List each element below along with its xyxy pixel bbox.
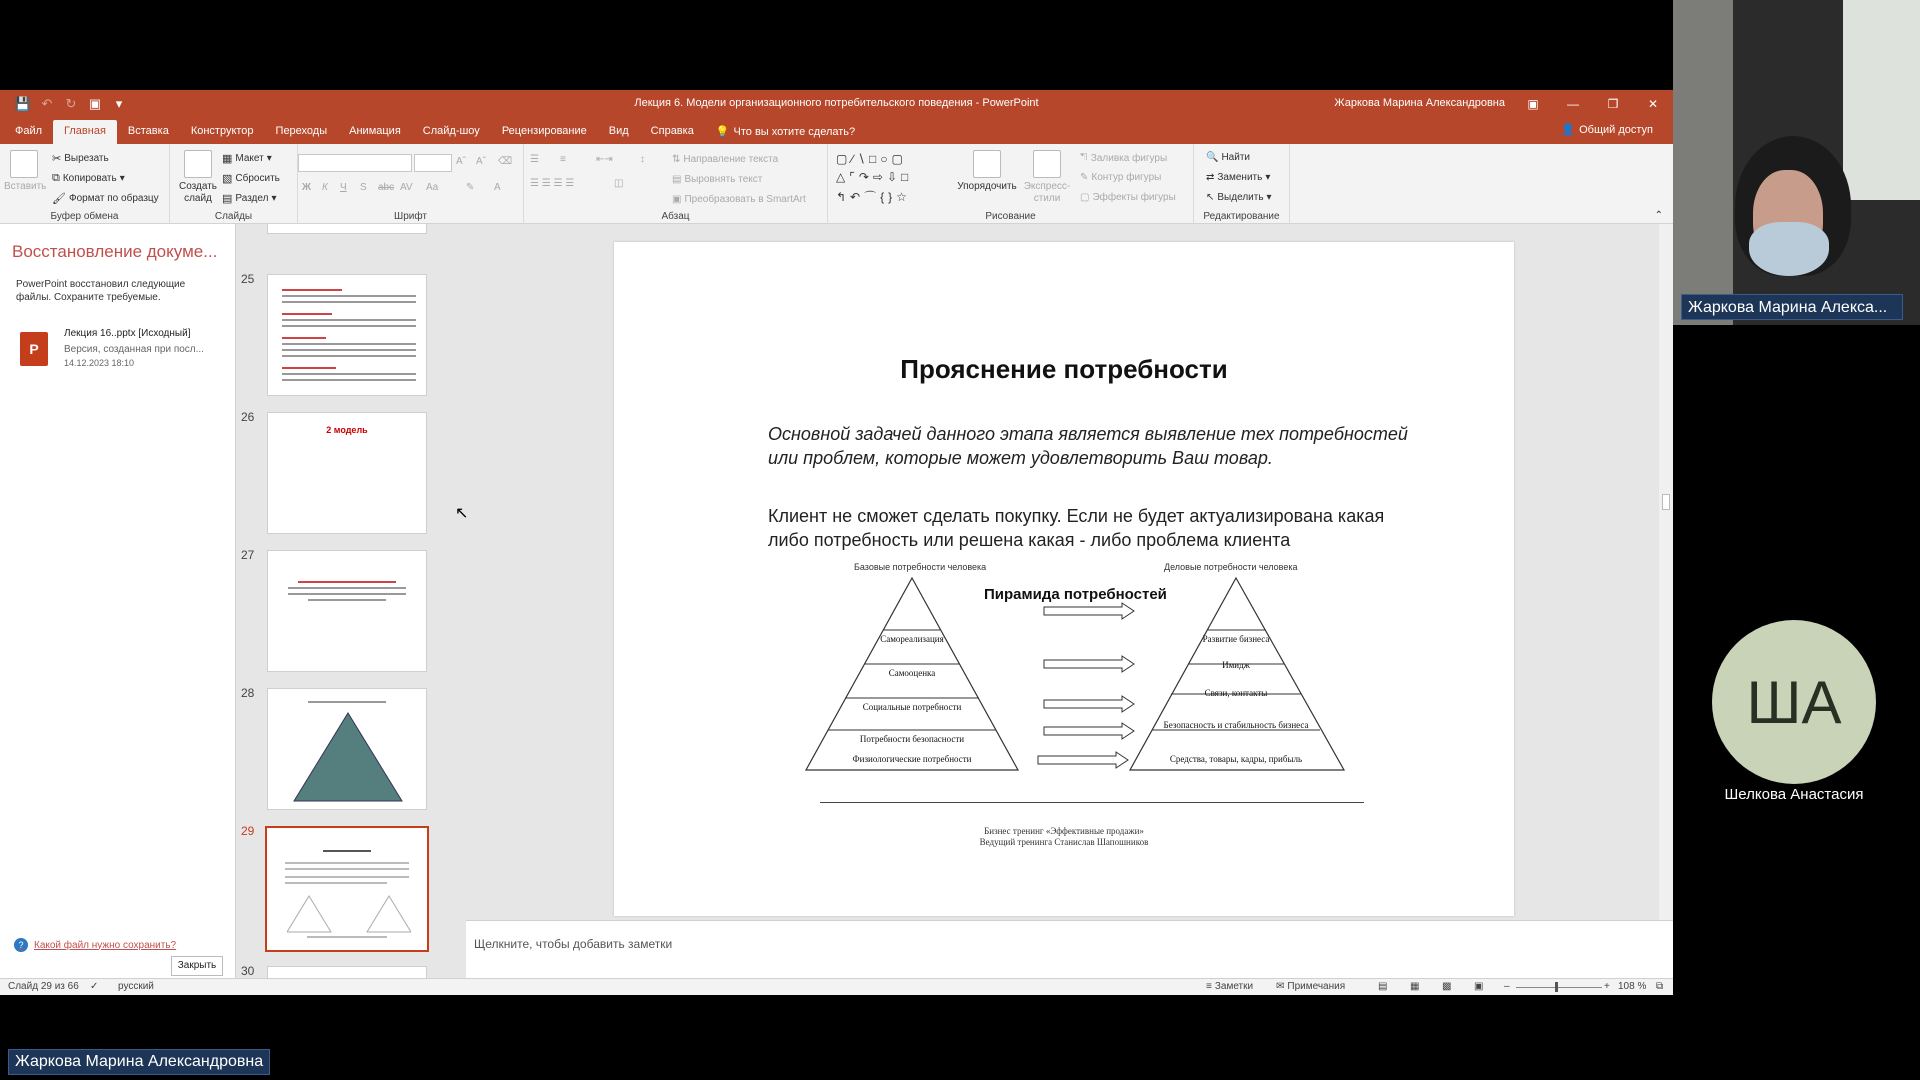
- slide-number: 28: [241, 686, 255, 700]
- shape-fill-button[interactable]: ⛠ Заливка фигуры: [1080, 152, 1168, 164]
- minimize-button[interactable]: —: [1567, 97, 1579, 111]
- tab-help[interactable]: Справка: [650, 125, 694, 137]
- ribbon-display-icon[interactable]: ▣: [1527, 97, 1539, 111]
- slide-number: 26: [241, 410, 255, 424]
- shape-effects-button[interactable]: ▢ Эффекты фигуры: [1080, 192, 1176, 203]
- pyramids-diagram: [614, 242, 1514, 916]
- recovered-file-version: Версия, созданная при посл...: [64, 344, 204, 355]
- spacing-button[interactable]: AV: [400, 182, 413, 193]
- redo-icon[interactable]: ↻: [65, 96, 77, 111]
- comments-toggle[interactable]: ✉ Примечания: [1276, 981, 1346, 992]
- slide-scrollbar[interactable]: [1659, 224, 1673, 920]
- section-icon: ▤: [222, 193, 233, 205]
- group-label: Шрифт: [394, 211, 427, 222]
- participant-name-label: Жаркова Марина Алекса...: [1681, 294, 1903, 320]
- pyramid-level: Безопасность и стабильность бизнеса: [1163, 720, 1309, 730]
- slide-number: 27: [241, 548, 255, 562]
- arrow-shape: [1038, 752, 1128, 768]
- left-pyramid-caption: Базовые потребности человека: [854, 562, 987, 572]
- zoom-slider-knob[interactable]: [1555, 982, 1558, 992]
- zoom-out-icon[interactable]: –: [1504, 981, 1510, 992]
- zoom-level[interactable]: 108 %: [1618, 981, 1647, 992]
- participant-name: Шелкова Анастасия: [1724, 786, 1864, 803]
- scissors-icon: ✂: [52, 153, 62, 165]
- shapes-gallery[interactable]: ▢∕∖□○▢: [836, 152, 907, 166]
- document-recovery-pane: [0, 224, 236, 978]
- group-editing: [1194, 144, 1290, 224]
- layout-icon: ▦: [222, 153, 233, 165]
- paint-bucket-icon: ⛠: [1080, 152, 1088, 163]
- replace-button[interactable]: ⇄ Заменить ▾: [1206, 172, 1271, 183]
- close-recovery-button[interactable]: Закрыть: [171, 956, 223, 976]
- scroll-thumb[interactable]: [1662, 494, 1670, 510]
- normal-view-icon[interactable]: ▤: [1378, 981, 1388, 992]
- group-label: Редактирование: [1203, 211, 1280, 222]
- slideshow-view-icon[interactable]: ▣: [1474, 981, 1484, 992]
- right-pyramid-caption: Деловые потребности человека: [1164, 562, 1298, 572]
- arrange-icon: [973, 150, 1001, 178]
- slide-sorter-icon[interactable]: ▦: [1410, 981, 1420, 992]
- pyramid-level: Физиологические потребности: [852, 754, 972, 764]
- pyramid-level: Имидж: [1222, 660, 1250, 670]
- paste-button[interactable]: Вставить: [4, 150, 44, 193]
- copy-button[interactable]: ⧉ Копировать ▾: [52, 172, 125, 184]
- save-icon[interactable]: 💾: [14, 96, 32, 111]
- underline-button[interactable]: Ч: [340, 182, 347, 193]
- group-paragraph: [524, 144, 828, 224]
- which-file-link[interactable]: ? Какой файл нужно сохранить?: [14, 938, 176, 952]
- numbering-icon[interactable]: ≡: [560, 154, 566, 165]
- slideshow-icon[interactable]: ▣: [88, 96, 102, 111]
- comment-icon: ✉: [1276, 981, 1285, 992]
- window-title: Лекция 6. Модели организационного потребительского поведения - PowerPoint: [634, 97, 1039, 109]
- arrow-shape: [1044, 603, 1134, 619]
- group-drawing: [828, 144, 1194, 224]
- recovered-file-date: 14.12.2023 18:10: [64, 358, 135, 368]
- effects-icon: ▢: [1080, 192, 1090, 203]
- smartart-button[interactable]: ▣ Преобразовать в SmartArt: [672, 194, 806, 205]
- new-slide-icon: [184, 150, 212, 178]
- tab-insert[interactable]: Вставка: [127, 125, 169, 137]
- pyramid-level: Самореализация: [880, 634, 944, 644]
- align-text-button[interactable]: ▤ Выровнять текст: [672, 174, 763, 185]
- participant-video: [1673, 0, 1920, 325]
- pyramid-level: Самооценка: [888, 668, 936, 678]
- notes-pane[interactable]: [466, 920, 1673, 978]
- group-label: Рисование: [985, 211, 1036, 222]
- recovery-title: Восстановление докуме...: [12, 242, 218, 261]
- fit-to-window-icon[interactable]: ⧉: [1656, 981, 1664, 992]
- slide-number: 30: [241, 964, 255, 978]
- close-window-button[interactable]: ✕: [1647, 97, 1659, 111]
- text-direction-icon: ⇅: [672, 154, 681, 165]
- shape-outline-button[interactable]: ✎ Контур фигуры: [1080, 172, 1162, 183]
- shapes-gallery-row3[interactable]: ↰↶⌒{}☆: [836, 190, 911, 204]
- person-icon: 👤: [1561, 124, 1576, 136]
- arrange-button[interactable]: Упорядочить: [952, 150, 1022, 193]
- strikethrough-button[interactable]: abc: [378, 182, 395, 193]
- bold-button[interactable]: Ж: [302, 182, 312, 193]
- share-button[interactable]: 👤 Общий доступ: [1561, 123, 1653, 136]
- account-name[interactable]: Жаркова Марина Александровна: [1334, 97, 1505, 109]
- collapse-ribbon-icon[interactable]: ⌃: [1654, 210, 1663, 221]
- slide-thumbnail[interactable]: [267, 550, 427, 672]
- recovered-file-item[interactable]: [20, 328, 230, 378]
- replace-icon: ⇄: [1206, 172, 1215, 183]
- language-indicator[interactable]: русский: [118, 981, 154, 992]
- shadow-button[interactable]: S: [360, 182, 367, 193]
- notes-icon: ≡: [1206, 981, 1212, 992]
- quick-styles-icon: [1033, 150, 1061, 178]
- align-text-icon: ▤: [672, 174, 682, 185]
- tab-home[interactable]: Главная: [53, 120, 117, 144]
- tell-me-search[interactable]: 💡 Что вы хотите сделать?: [705, 120, 866, 144]
- status-bar: [0, 978, 1673, 995]
- slide-title[interactable]: Прояснение потребности: [900, 354, 1228, 384]
- slide-counter: Слайд 29 из 66: [8, 981, 79, 992]
- slide-body-text[interactable]: Клиент не сможет сделать покупку. Если не будет актуализирована какая либо потребность или решена какая - либо проблема клиента: [768, 506, 1385, 550]
- tab-transitions[interactable]: Переходы: [275, 125, 328, 137]
- pyramid-level: Средства, товары, кадры, прибыль: [1169, 754, 1303, 764]
- quick-styles-button[interactable]: Экспресс- стили: [1020, 150, 1074, 205]
- align-left-icon[interactable]: ☰ ☰ ☰ ☰: [530, 178, 575, 189]
- slide-thumbnail[interactable]: [267, 966, 427, 978]
- pyramid-thumbnail-graphic: [287, 894, 411, 934]
- right-pyramid: [1130, 578, 1344, 770]
- arrow-shape: [1044, 656, 1134, 672]
- font-color-button[interactable]: A: [494, 182, 501, 193]
- mouse-cursor-icon: ↖: [455, 505, 469, 522]
- font-size-input[interactable]: [414, 154, 452, 172]
- highlight-icon[interactable]: ✎: [466, 182, 475, 193]
- new-slide-button[interactable]: Создать слайд: [176, 150, 220, 205]
- bullets-icon[interactable]: ☰: [530, 154, 539, 165]
- select-button[interactable]: ↖ Выделить ▾: [1206, 192, 1272, 203]
- zoom-slider[interactable]: [1516, 987, 1602, 988]
- smartart-icon: ▣: [672, 194, 682, 205]
- undo-icon[interactable]: ↶: [41, 96, 53, 111]
- recovered-file-name: Лекция 16..pptx [Исходный]: [64, 328, 191, 339]
- cursor-icon: ↖: [1206, 192, 1215, 203]
- slide-thumbnail[interactable]: [267, 274, 427, 396]
- powerpoint-file-icon: P: [20, 332, 48, 366]
- active-speaker-label: Жаркова Марина Александровна: [8, 1049, 270, 1075]
- slide-number: 29: [241, 824, 255, 838]
- current-slide[interactable]: [614, 242, 1514, 916]
- group-label: Абзац: [661, 211, 690, 222]
- quick-access-toolbar: [0, 90, 128, 118]
- layout-button[interactable]: ▦ Макет ▾: [222, 153, 272, 165]
- slide-thumbnails-pane: [237, 224, 465, 978]
- grow-font-icon[interactable]: Aˆ: [456, 156, 466, 167]
- group-slides: [170, 144, 298, 224]
- participant-avatar: ША: [1712, 620, 1876, 784]
- slide-thumbnail-selected[interactable]: [265, 826, 429, 952]
- clipboard-icon: [10, 150, 38, 178]
- tab-slideshow[interactable]: Слайд-шоу: [422, 125, 480, 137]
- shrink-font-icon[interactable]: Aˇ: [476, 156, 486, 167]
- spell-check-icon[interactable]: ✓: [90, 981, 99, 992]
- slide-italic-text[interactable]: Основной задачей данного этапа является выявление тех потребностей или проблем, которые может удовлетворить Ваш товар.: [768, 424, 1408, 468]
- arrow-shape: [1044, 696, 1134, 712]
- shapes-gallery-row2[interactable]: △⌜↷⇨⇩□: [836, 170, 913, 184]
- notes-placeholder: Щелкните, чтобы добавить заметки: [474, 937, 673, 951]
- pyramid-level: Социальные потребности: [862, 702, 962, 712]
- slide-thumbnail[interactable]: 2 модель: [267, 412, 427, 534]
- cut-button[interactable]: ✂ Вырезать: [52, 153, 109, 165]
- format-painter-button[interactable]: 🖌 Формат по образцу: [52, 193, 159, 205]
- ribbon-tabs: [0, 118, 1673, 144]
- pen-icon: ✎: [1080, 172, 1089, 183]
- tab-view[interactable]: Вид: [608, 125, 629, 137]
- reading-view-icon[interactable]: ▩: [1442, 981, 1452, 992]
- section-button[interactable]: ▤ Раздел ▾: [222, 193, 277, 205]
- ribbon: [0, 144, 1673, 224]
- find-button[interactable]: 🔍 Найти: [1206, 152, 1250, 163]
- clear-formatting-icon[interactable]: ⌫: [498, 156, 513, 167]
- arrow-shape: [1044, 723, 1134, 739]
- group-clipboard: [0, 144, 170, 224]
- notes-toggle[interactable]: ≡ Заметки: [1206, 981, 1254, 992]
- slide-thumbnail-24[interactable]: [267, 224, 427, 234]
- line-spacing-icon[interactable]: ↕: [640, 154, 645, 165]
- reset-button[interactable]: ▧ Сбросить: [222, 173, 280, 185]
- tab-animations[interactable]: Анимация: [349, 125, 401, 137]
- pyramid-level: Связи, контакты: [1204, 688, 1268, 698]
- tab-file[interactable]: Файл: [15, 125, 43, 137]
- tab-design[interactable]: Конструктор: [190, 125, 254, 137]
- pyramid-level: Развитие бизнеса: [1202, 634, 1270, 644]
- title-bar: [0, 90, 1673, 118]
- slide-divider-line: [820, 802, 1364, 803]
- copy-icon: ⧉: [52, 172, 60, 184]
- indent-icon[interactable]: ⇤⇥: [596, 154, 613, 165]
- lightbulb-icon: 💡: [715, 126, 730, 138]
- group-label: Слайды: [214, 211, 253, 222]
- zoom-in-icon[interactable]: +: [1604, 981, 1610, 992]
- text-direction-button[interactable]: ⇅ Направление текста: [672, 154, 779, 165]
- group-font: [298, 144, 524, 224]
- pyramid-level: Потребности безопасности: [859, 734, 965, 744]
- pyramid-title: Пирамида потребностей: [984, 586, 1167, 603]
- recovery-description: PowerPoint восстановил следующие файлы. Сохраните требуемые.: [16, 279, 186, 303]
- slide-edit-area: [466, 224, 1673, 920]
- slide-footer-line1: Бизнес тренинг «Эффективные продажи»: [984, 826, 1144, 836]
- slide-number: 25: [241, 272, 255, 286]
- customize-toolbar-icon[interactable]: ▾: [115, 96, 123, 111]
- change-case-button[interactable]: Aa: [426, 182, 439, 193]
- brush-icon: 🖌: [52, 193, 66, 205]
- slide-footer-line2: Ведущий тренинга Станислав Шапошников: [979, 837, 1149, 847]
- reset-icon: ▧: [222, 173, 233, 185]
- search-icon: 🔍: [1206, 152, 1219, 163]
- pyramid-thumbnail-graphic: [292, 711, 404, 803]
- tab-review[interactable]: Рецензирование: [501, 125, 587, 137]
- italic-button[interactable]: К: [322, 182, 328, 193]
- maximize-button[interactable]: ❐: [1607, 97, 1619, 111]
- columns-icon[interactable]: ◫: [614, 178, 624, 189]
- group-label: Буфер обмена: [50, 211, 119, 222]
- font-name-input[interactable]: [298, 154, 412, 172]
- slide-thumbnail[interactable]: [267, 688, 427, 810]
- help-icon: ?: [14, 938, 28, 952]
- powerpoint-window: [0, 90, 1673, 995]
